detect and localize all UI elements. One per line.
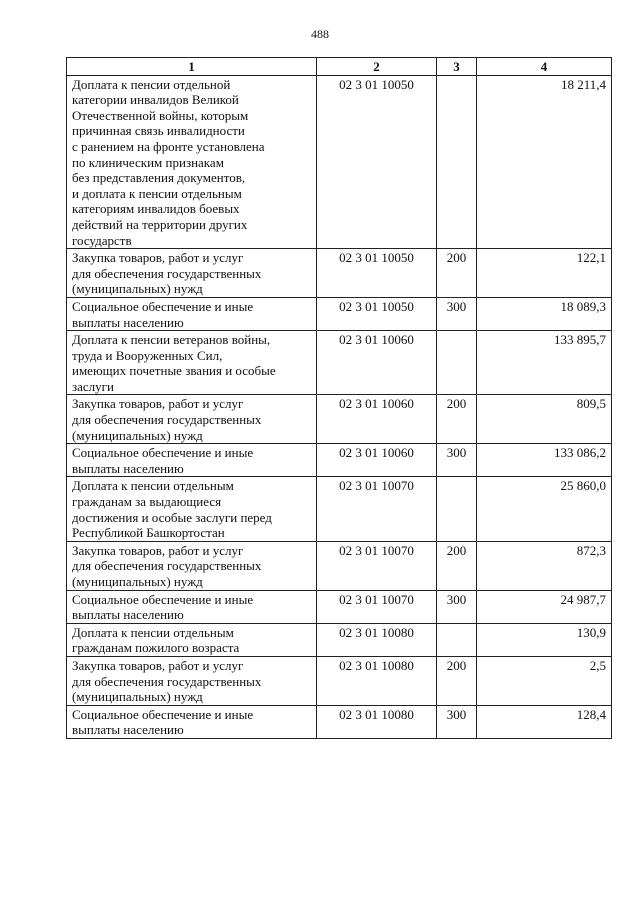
row-amount-cell: 25 860,0 — [477, 477, 612, 541]
row-name-line: без представления документов, — [72, 170, 246, 186]
row-name-line: действий на территории других — [72, 216, 248, 232]
row-name-line: и доплата к пенсии отдельным — [72, 185, 242, 201]
row-code-cell: 02 3 01 10070 — [317, 541, 437, 590]
row-code-cell: 02 3 01 10080 — [317, 705, 437, 738]
table-header-row — [67, 58, 612, 76]
row-name-line: Социальное обеспечение и иные — [72, 706, 254, 722]
row-name-cell — [67, 477, 317, 541]
row-name-line: категории инвалидов Великой — [72, 92, 239, 108]
row-name-cell — [67, 623, 317, 656]
page-number: 488 — [311, 27, 329, 41]
row-name-line: заслуги — [72, 378, 114, 394]
row-name-line: Социальное обеспечение и иные — [72, 591, 254, 607]
row-name-line: Закупка товаров, работ и услуг — [72, 542, 244, 558]
row-name-line: имеющих почетные звания и особые — [72, 363, 276, 379]
row-name-line: для обеспечения государственных — [72, 558, 262, 574]
row-name-line: государств — [72, 232, 132, 248]
row-amount-cell: 24 987,7 — [477, 590, 612, 623]
row-name-cell — [67, 297, 317, 330]
row-name-line: выплаты населению — [72, 460, 184, 476]
row-name-line: категориям инвалидов боевых — [72, 201, 240, 217]
table-row — [67, 75, 612, 249]
row-name-line: гражданам за выдающиеся — [72, 494, 222, 510]
row-name-line: Доплата к пенсии ветеранов войны, — [72, 332, 271, 348]
row-name-line: выплаты населению — [72, 314, 184, 330]
table-row — [67, 705, 612, 738]
row-name-line: Социальное обеспечение и иные — [72, 298, 254, 314]
row-name-line: Закупка товаров, работ и услуг — [72, 250, 244, 266]
row-type-cell — [437, 75, 477, 249]
row-code-cell: 02 3 01 10070 — [317, 477, 437, 541]
table-row — [67, 623, 612, 656]
row-name-cell — [67, 705, 317, 738]
row-name-cell — [67, 444, 317, 477]
row-name-cell — [67, 395, 317, 444]
row-code-cell: 02 3 01 10060 — [317, 395, 437, 444]
row-amount-cell: 128,4 — [477, 705, 612, 738]
row-name-line: Республикой Башкортостан — [72, 525, 225, 541]
row-type-cell: 200 — [437, 395, 477, 444]
table-body — [67, 75, 612, 738]
row-amount-cell: 122,1 — [477, 249, 612, 298]
table-row — [67, 590, 612, 623]
row-type-cell — [437, 477, 477, 541]
column-header-1: 1 — [67, 58, 317, 76]
row-amount-cell: 872,3 — [477, 541, 612, 590]
row-amount-cell: 133 895,7 — [477, 331, 612, 395]
row-name-line: (муниципальных) нужд — [72, 427, 203, 443]
row-name-line: Отечественной войны, которым — [72, 107, 249, 123]
row-name-line: для обеспечения государственных — [72, 265, 262, 281]
table-row — [67, 297, 612, 330]
row-name-line: выплаты населению — [72, 722, 184, 738]
row-name-line: Закупка товаров, работ и услуг — [72, 657, 244, 673]
row-type-cell: 200 — [437, 249, 477, 298]
row-type-cell: 200 — [437, 656, 477, 705]
row-name-cell — [67, 541, 317, 590]
row-name-line: по клиническим признакам — [72, 154, 224, 170]
row-name-line: (муниципальных) нужд — [72, 281, 203, 297]
row-name-line: с ранением на фронте установлена — [72, 138, 265, 154]
row-code-cell: 02 3 01 10050 — [317, 297, 437, 330]
row-name-line: выплаты населению — [72, 607, 184, 623]
row-name-cell — [67, 75, 317, 249]
row-amount-cell: 809,5 — [477, 395, 612, 444]
row-type-cell: 300 — [437, 444, 477, 477]
row-type-cell: 300 — [437, 705, 477, 738]
row-type-cell — [437, 623, 477, 656]
row-name-cell — [67, 249, 317, 298]
column-header-2: 2 — [317, 58, 437, 76]
row-name-line: Доплата к пенсии отдельной — [72, 76, 231, 92]
table-row — [67, 444, 612, 477]
row-name-line: Социальное обеспечение и иные — [72, 445, 254, 461]
row-name-line: для обеспечения государственных — [72, 412, 262, 428]
row-code-cell: 02 3 01 10080 — [317, 623, 437, 656]
row-type-cell: 300 — [437, 297, 477, 330]
row-name-line: гражданам пожилого возраста — [72, 640, 240, 656]
row-amount-cell: 130,9 — [477, 623, 612, 656]
row-name-line: труда и Вооруженных Сил, — [72, 347, 223, 363]
table-row — [67, 331, 612, 395]
table-row — [67, 656, 612, 705]
row-name-line: (муниципальных) нужд — [72, 689, 203, 705]
row-name-line: Закупка товаров, работ и услуг — [72, 396, 244, 412]
row-code-cell: 02 3 01 10050 — [317, 75, 437, 249]
column-header-3: 3 — [437, 58, 477, 76]
column-header-4: 4 — [477, 58, 612, 76]
table-row — [67, 395, 612, 444]
row-name-line: причинная связь инвалидности — [72, 123, 245, 139]
row-type-cell — [437, 331, 477, 395]
row-name-line: достижения и особые заслуги перед — [72, 509, 272, 525]
row-name-line: Доплата к пенсии отдельным — [72, 624, 234, 640]
row-amount-cell: 133 086,2 — [477, 444, 612, 477]
row-type-cell: 200 — [437, 541, 477, 590]
table-row — [67, 477, 612, 541]
row-name-cell — [67, 590, 317, 623]
row-name-cell — [67, 331, 317, 395]
row-name-line: (муниципальных) нужд — [72, 574, 203, 589]
row-code-cell: 02 3 01 10080 — [317, 656, 437, 705]
budget-table — [66, 57, 612, 739]
row-code-cell: 02 3 01 10060 — [317, 444, 437, 477]
row-amount-cell: 2,5 — [477, 656, 612, 705]
table-row — [67, 541, 612, 590]
row-type-cell: 300 — [437, 590, 477, 623]
row-name-cell — [67, 656, 317, 705]
row-amount-cell: 18 211,4 — [477, 75, 612, 249]
row-name-line: Доплата к пенсии отдельным — [72, 478, 234, 494]
row-code-cell: 02 3 01 10050 — [317, 249, 437, 298]
row-code-cell: 02 3 01 10070 — [317, 590, 437, 623]
row-amount-cell: 18 089,3 — [477, 297, 612, 330]
row-code-cell: 02 3 01 10060 — [317, 331, 437, 395]
table-row — [67, 249, 612, 298]
row-name-line: для обеспечения государственных — [72, 673, 262, 689]
